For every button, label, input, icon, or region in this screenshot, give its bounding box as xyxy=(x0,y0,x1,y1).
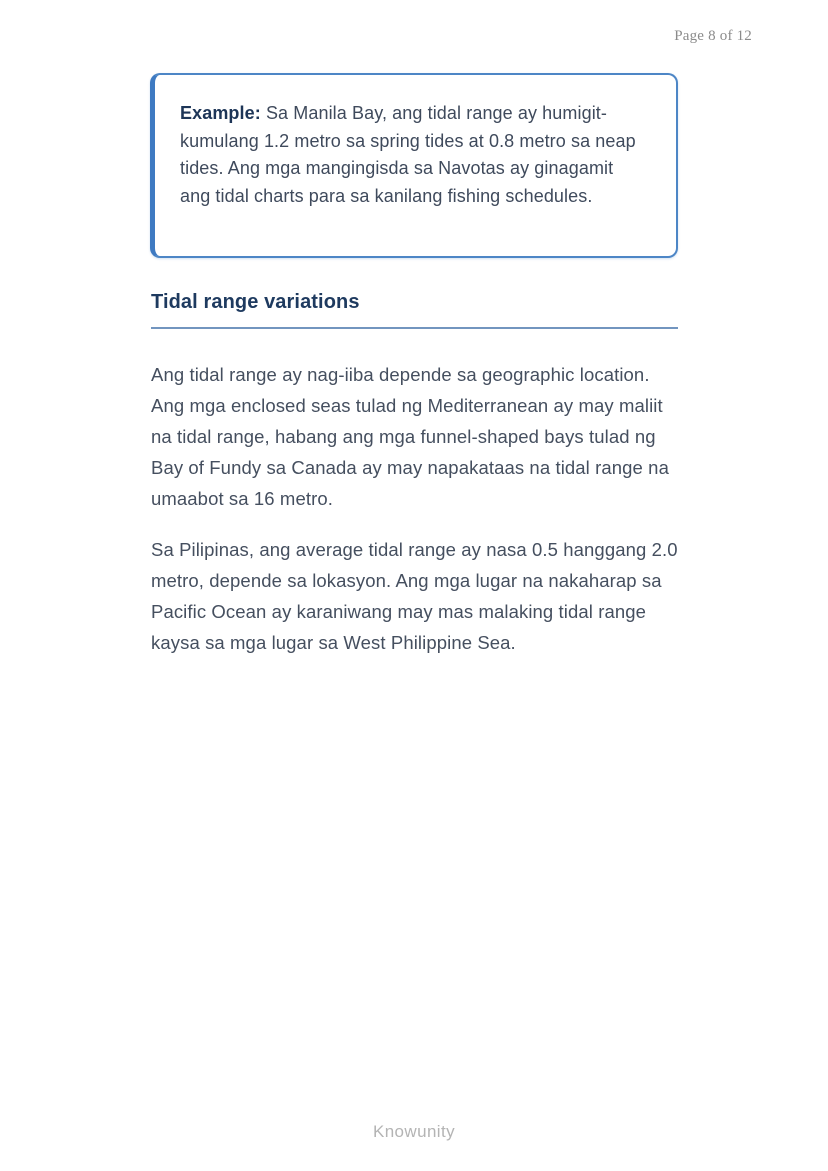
example-callout-box xyxy=(150,73,678,258)
section-heading-block xyxy=(151,291,678,329)
footer-brand: Knowunity xyxy=(372,1122,456,1141)
body-paragraph-1: Ang tidal range ay nag-iiba depende sa geographic location. Ang mga enclosed seas tulad ng Mediterranean ay may maliit na tidal range, habang ang mga funnel-shaped bays tulad ng Bay of Fundy sa Canada ay may napakataas na tidal range na umaabot sa 16 metro. xyxy=(151,364,669,509)
page-number: Page 8 of 12 xyxy=(674,28,752,44)
heading-divider xyxy=(151,327,678,329)
body-paragraph-2: Sa Pilipinas, ang average tidal range ay nasa 0.5 hanggang 2.0 metro, depende sa lokasyon. Ang mga lugar na nakaharap sa Pacific Ocean ay karaniwang may mas malaking tidal range kaysa sa mga lugar sa West Philippine Sea. xyxy=(151,539,678,653)
section-title: Tidal range variations xyxy=(151,291,360,313)
example-text xyxy=(180,100,636,210)
example-label: Example: xyxy=(180,103,261,123)
example-body-text: Sa Manila Bay, ang tidal range ay humigit-kumulang 1.2 metro sa spring tides at 0.8 metro sa neap tides. Ang mga mangingisda sa Navotas ay ginagamit ang tidal charts para sa kanilang fishing schedules. xyxy=(180,103,636,206)
